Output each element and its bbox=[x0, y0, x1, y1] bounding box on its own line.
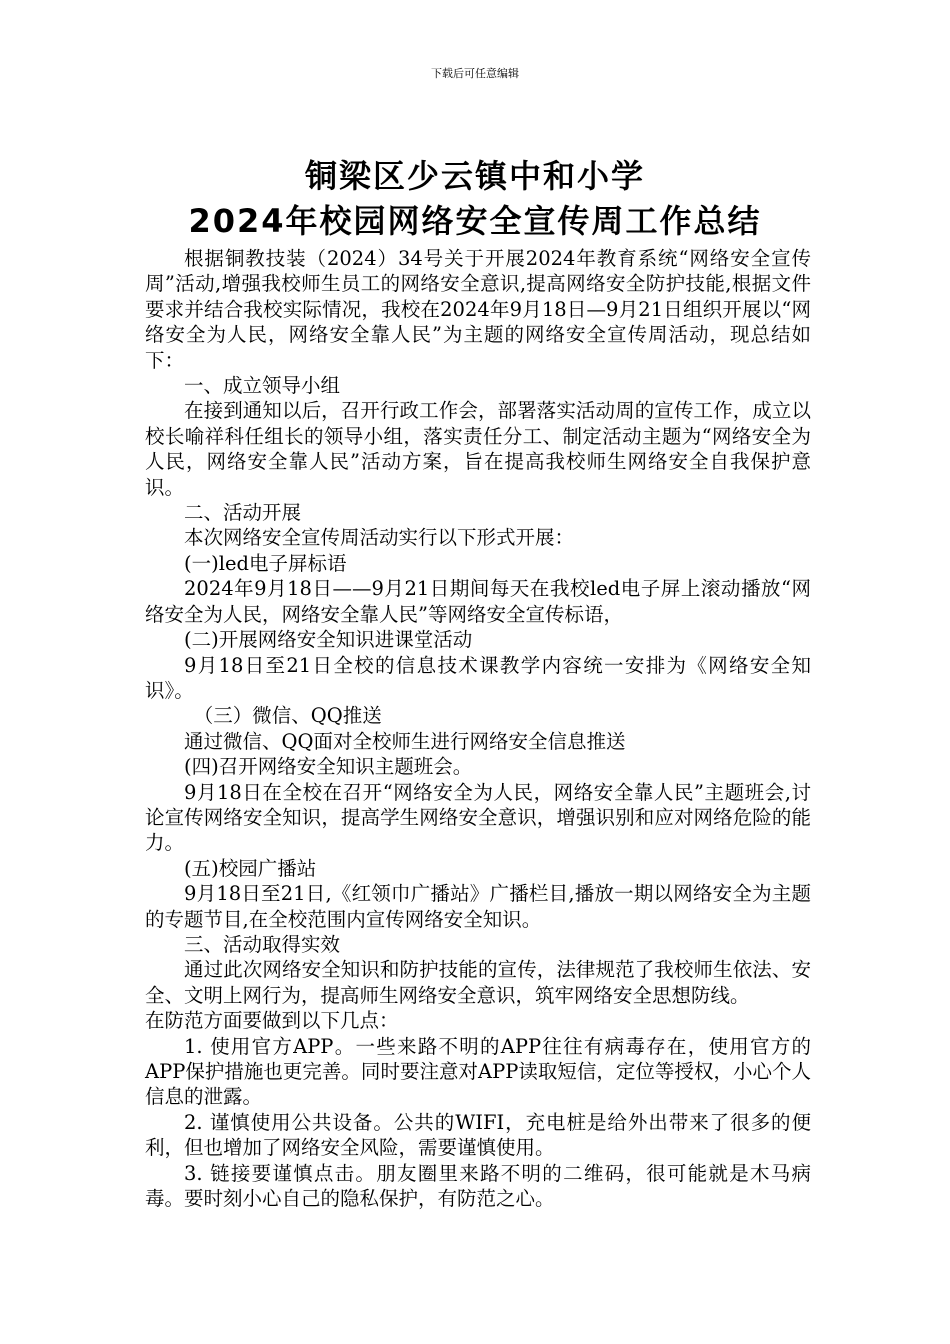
subsection-5-paragraph: 9月18日至21日,《红领巾广播站》广播栏目,播放一期以网络安全为主题的专题节目,在全校范围内宣传网络安全知识。 bbox=[145, 882, 811, 931]
prevention-item-3: 3. 链接要谨慎点击。朋友圈里来路不明的二维码，很可能就是木马病毒。要时刻小心自己的隐私保护，有防范之心。 bbox=[145, 1161, 811, 1211]
document-body bbox=[145, 246, 811, 1211]
subsection-heading-2: (二)开展网络安全知识进课堂活动 bbox=[184, 628, 473, 652]
subsection-heading-1: (一)led电子屏标语 bbox=[184, 551, 347, 575]
subsection-1-paragraph: 2024年9月18日——9月21日期间每天在我校led电子屏上滚动播放“网络安全为人民，网络安全靠人民”等网络安全宣传标语， bbox=[145, 577, 811, 626]
intro-paragraph: 根据铜教技装（2024）34号关于开展2024年教育系统“网络安全宣传周”活动,增强我校师生员工的网络安全意识,提高网络安全防护技能,根据文件要求并结合我校实际情况，我校在2024年9月18日—9月21日组织开展以“网络安全为人民，网络安全靠人民”为主题的网络安全宣传周活动，现总结如下： bbox=[145, 247, 811, 372]
prevention-item-1: 1. 使用官方APP。一些来路不明的APP往往有病毒存在，使用官方的APP保护措施也更完善。同时要注意对APP读取短信，定位等授权，小心个人信息的泄露。 bbox=[145, 1034, 811, 1109]
subsection-2-paragraph: 9月18日至21日全校的信息技术课教学内容统一安排为《网络安全知识》。 bbox=[145, 653, 811, 702]
section-3-paragraph: 通过此次网络安全知识和防护技能的宣传，法律规范了我校师生依法、安全、文明上网行为，提高师生网络安全意识，筑牢网络安全思想防线。 bbox=[145, 958, 811, 1007]
section-2-intro: 本次网络安全宣传周活动实行以下形式开展： bbox=[184, 526, 575, 550]
section-heading-1: 一、成立领导小组 bbox=[184, 374, 341, 398]
section-1-paragraph: 在接到通知以后，召开行政工作会，部署落实活动周的宣传工作，成立以校长喻祥科任组长的领导小组，落实责任分工、制定活动主题为“网络安全为人民，网络安全靠人民”活动方案，旨在提高我校师生网络安全自我保护意识。 bbox=[145, 399, 811, 499]
section-heading-3: 三、活动取得实效 bbox=[184, 932, 341, 956]
subsection-3-paragraph: 通过微信、QQ面对全校师生进行网络安全信息推送 bbox=[184, 729, 626, 753]
subsection-heading-4: (四)召开网络安全知识主题班会。 bbox=[184, 755, 473, 779]
document-title-line-1: 铜梁区少云镇中和小学 bbox=[304, 157, 645, 195]
subsection-4-paragraph: 9月18日在全校在召开“网络安全为人民，网络安全靠人民”主题班会,讨论宣传网络安全知识，提高学生网络安全意识，增强识别和应对网络危险的能力。 bbox=[145, 780, 811, 855]
subsection-heading-3: （三）微信、QQ推送 bbox=[193, 704, 382, 728]
document-title-line-2: 2024年校园网络安全宣传周工作总结 bbox=[188, 202, 762, 240]
header-note: 下载后可任意编辑 bbox=[431, 67, 519, 80]
subsection-heading-5: (五)校园广播站 bbox=[184, 856, 317, 880]
prevention-intro: 在防范方面要做到以下几点： bbox=[145, 1009, 399, 1033]
section-heading-2: 二、活动开展 bbox=[184, 501, 302, 525]
prevention-item-2: 2. 谨慎使用公共设备。公共的WIFI，充电桩是给外出带来了很多的便利，但也增加了网络安全风险，需要谨慎使用。 bbox=[145, 1110, 811, 1160]
